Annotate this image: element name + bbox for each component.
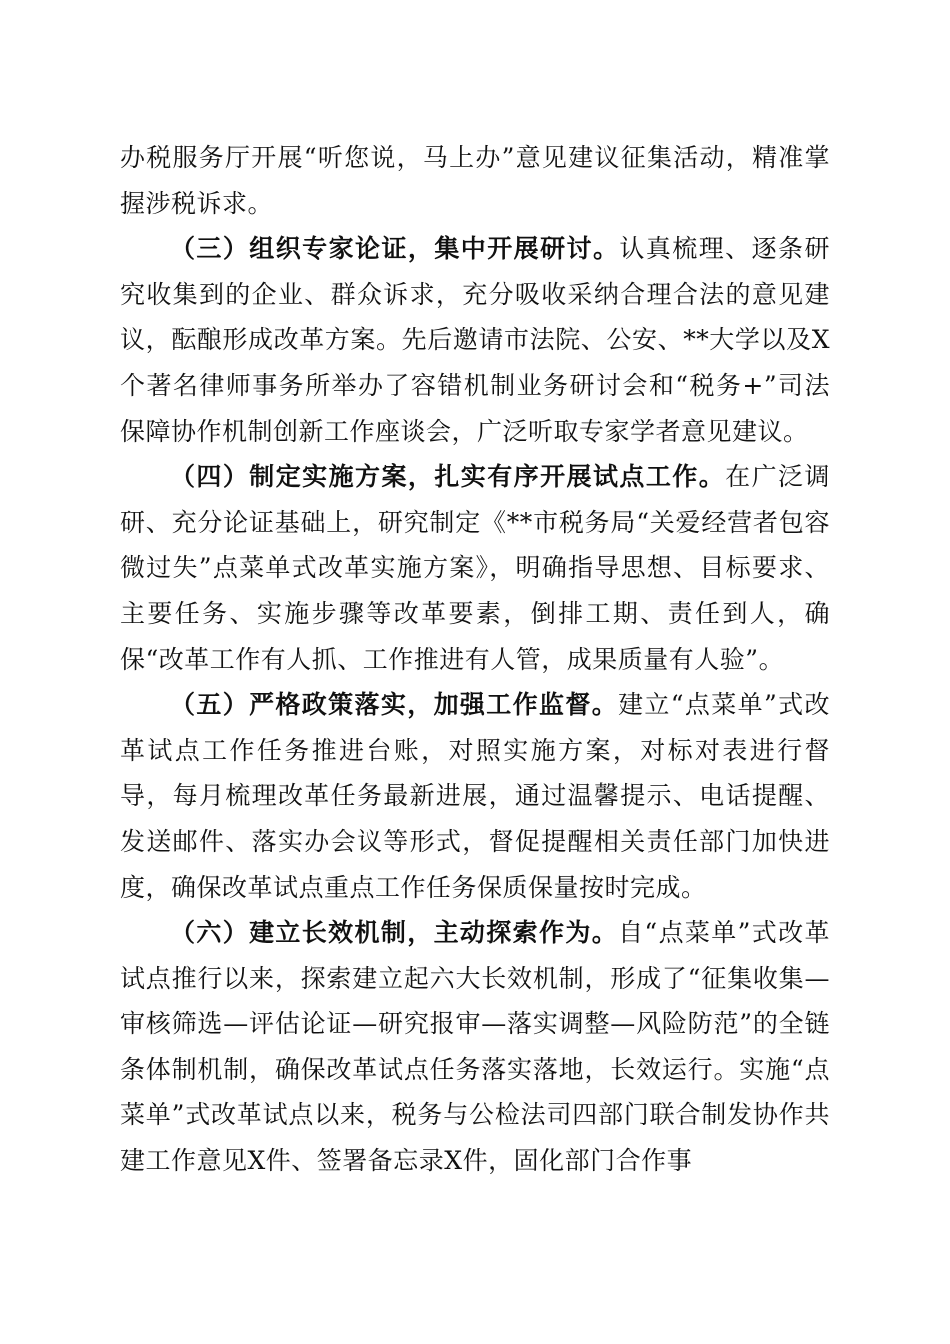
paragraph-text: 办税服务厅开展“听您说，马上办”意见建议征集活动，精准掌握涉税诉求。 <box>120 143 830 218</box>
document-body <box>120 135 830 1184</box>
section-heading: （三）组织专家论证，集中开展研讨。 <box>170 234 620 264</box>
paragraph-text: 认真梳理、逐条研究收集到的企业、群众诉求，充分吸收采纳合理合法的意见建议，酝酿形成改革方案。先后邀请市法院、公安、**大学以及X个著名律师事务所举办了容错机制业务研讨会和“税务+”司法保障协作机制创新工作座谈会，广泛听取专家学者意见建议。 <box>120 234 830 446</box>
paragraph-section-3 <box>120 226 830 454</box>
paragraph-section-6 <box>120 910 830 1184</box>
section-heading: （五）严格政策落实，加强工作监督。 <box>170 690 619 720</box>
paragraph-text: 在广泛调研、充分论证基础上，研究制定《**市税务局“关爱经营者包容微过失”点菜单式改革实施方案》，明确指导思想、目标要求、主要任务、实施步骤等改革要素，倒排工期、责任到人，确保“改革工作有人抓、工作推进有人管，成果质量有人验”。 <box>120 462 830 674</box>
paragraph-section-5 <box>120 682 830 910</box>
section-heading: （六）建立长效机制，主动探索作为。 <box>170 918 619 948</box>
paragraph-text: 建立“点菜单”式改革试点工作任务推进台账，对照实施方案，对标对表进行督导，每月梳理改革任务最新进展，通过温馨提示、电话提醒、发送邮件、落实办会议等形式，督促提醒相关责任部门加快进度，确保改革试点重点工作任务保质保量按时完成。 <box>120 690 830 902</box>
paragraph-text: 自“点菜单”式改革试点推行以来，探索建立起六大长效机制，形成了“征集收集—审核筛选—评估论证—研究报审—落实调整—风险防范”的全链条体制机制，确保改革试点任务落实落地，长效运行。实施“点菜单”式改革试点以来，税务与公检法司四部门联合制发协作共建工作意见X件、签署备忘录X件，固化部门合作事 <box>120 918 830 1176</box>
paragraph-continuation <box>120 135 830 226</box>
section-heading: （四）制定实施方案，扎实有序开展试点工作。 <box>170 462 726 492</box>
paragraph-section-4 <box>120 454 830 682</box>
